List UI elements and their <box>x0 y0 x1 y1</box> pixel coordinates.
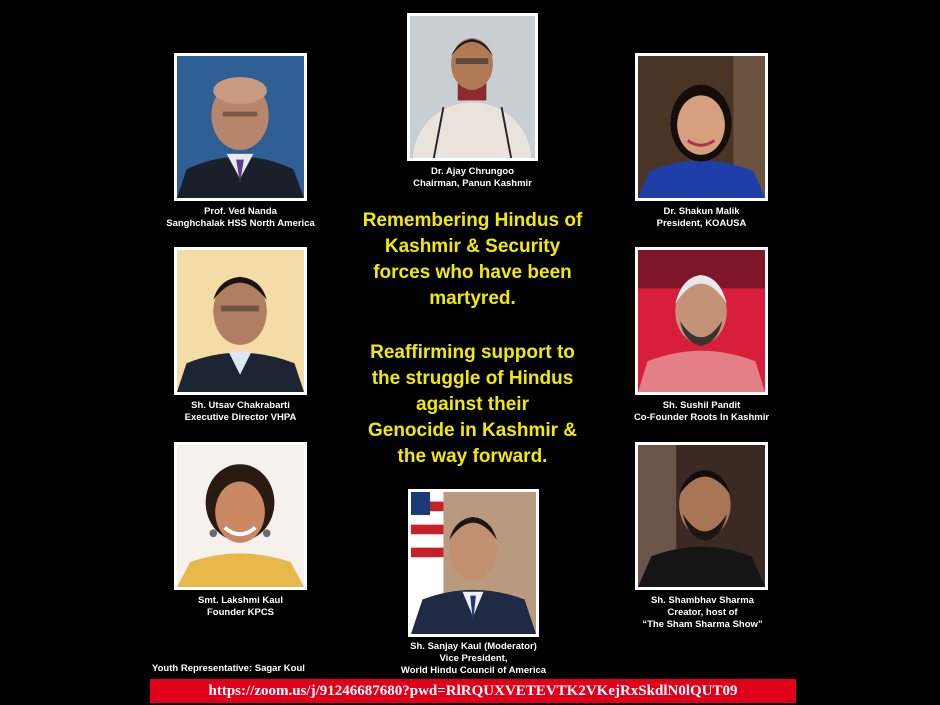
speaker-caption-sushil-pandit <box>616 400 787 424</box>
speaker-photo-lakshmi-kaul <box>174 442 307 590</box>
headline-paragraph-support <box>330 340 615 470</box>
speaker-name: Prof. Ved Nanda <box>204 206 277 217</box>
headline-line: Reaffirming support to <box>370 342 575 363</box>
speaker-role: Sanghchalak HSS North America <box>166 218 315 229</box>
speaker-role: Co-Founder Roots In Kashmir <box>633 412 770 423</box>
portrait-image <box>638 56 765 198</box>
speaker-name: Dr. Ajay Chrungoo <box>430 166 515 177</box>
speaker-name: Sh. Utsav Chakrabarti <box>191 400 290 411</box>
headline-line: against their <box>416 394 529 415</box>
speaker-photo-utsav-chakrabarti <box>174 247 307 395</box>
speaker-caption-utsav-chakrabarti <box>160 400 321 424</box>
speaker-name: Dr. Shakun Malik <box>663 206 740 217</box>
speaker-caption-ved-nanda <box>152 206 329 230</box>
zoom-meeting-link[interactable]: https://zoom.us/j/91246687680?pwd=RlRQUXVETEVTK2VKejRxSkdlN0lQUT09 <box>150 679 796 703</box>
speaker-caption-sanjay-kaul <box>385 641 562 677</box>
speaker-photo-ved-nanda <box>174 53 307 201</box>
headline-line: the way forward. <box>397 446 548 467</box>
speaker-caption-lakshmi-kaul <box>160 595 321 619</box>
speaker-role: Executive Director VHPA <box>184 412 297 423</box>
portrait-image <box>177 56 304 198</box>
portrait-image <box>177 250 304 392</box>
speaker-caption-ajay-chrungoo <box>392 166 553 190</box>
headline-line: martyred. <box>429 288 516 309</box>
speaker-role: Vice President, <box>439 653 508 664</box>
speaker-photo-shambhav-sharma <box>635 442 768 590</box>
speaker-role: Creator, host of <box>667 607 738 618</box>
speaker-role: Founder KPCS <box>206 607 275 618</box>
speaker-photo-ajay-chrungoo <box>407 13 538 161</box>
speaker-photo-sushil-pandit <box>635 247 768 395</box>
headline-line: Remembering Hindus of <box>362 210 583 231</box>
speaker-name: Smt. Lakshmi Kaul <box>198 595 283 606</box>
portrait-image <box>411 492 536 634</box>
speaker-role-organization: World Hindu Council of America <box>400 665 547 676</box>
speaker-name: Sh. Shambhav Sharma <box>651 595 754 606</box>
portrait-image <box>638 445 765 587</box>
youth-representative: Youth Representative: Sagar Koul <box>152 663 305 674</box>
headline-paragraph-remembrance <box>330 208 615 312</box>
speaker-show-name: “The Sham Sharma Show” <box>642 619 763 630</box>
speaker-role: Chairman, Panun Kashmir <box>413 178 532 189</box>
headline-line: Kashmir & Security <box>384 236 561 257</box>
speaker-photo-sanjay-kaul <box>408 489 539 637</box>
speaker-caption-shambhav-sharma <box>622 595 783 631</box>
speaker-name: Sh. Sushil Pandit <box>662 400 741 411</box>
speaker-role: President, KOAUSA <box>656 218 747 229</box>
headline-line: Genocide in Kashmir & <box>367 420 578 441</box>
portrait-image <box>177 445 304 587</box>
speaker-caption-shakun-malik <box>620 206 783 230</box>
headline-line: the struggle of Hindus <box>371 368 574 389</box>
event-headline <box>330 208 615 470</box>
speaker-name: Sh. Sanjay Kaul (Moderator) <box>410 641 537 652</box>
portrait-image <box>638 250 765 392</box>
headline-line: forces who have been <box>373 262 572 283</box>
speaker-photo-shakun-malik <box>635 53 768 201</box>
portrait-image <box>410 16 535 158</box>
